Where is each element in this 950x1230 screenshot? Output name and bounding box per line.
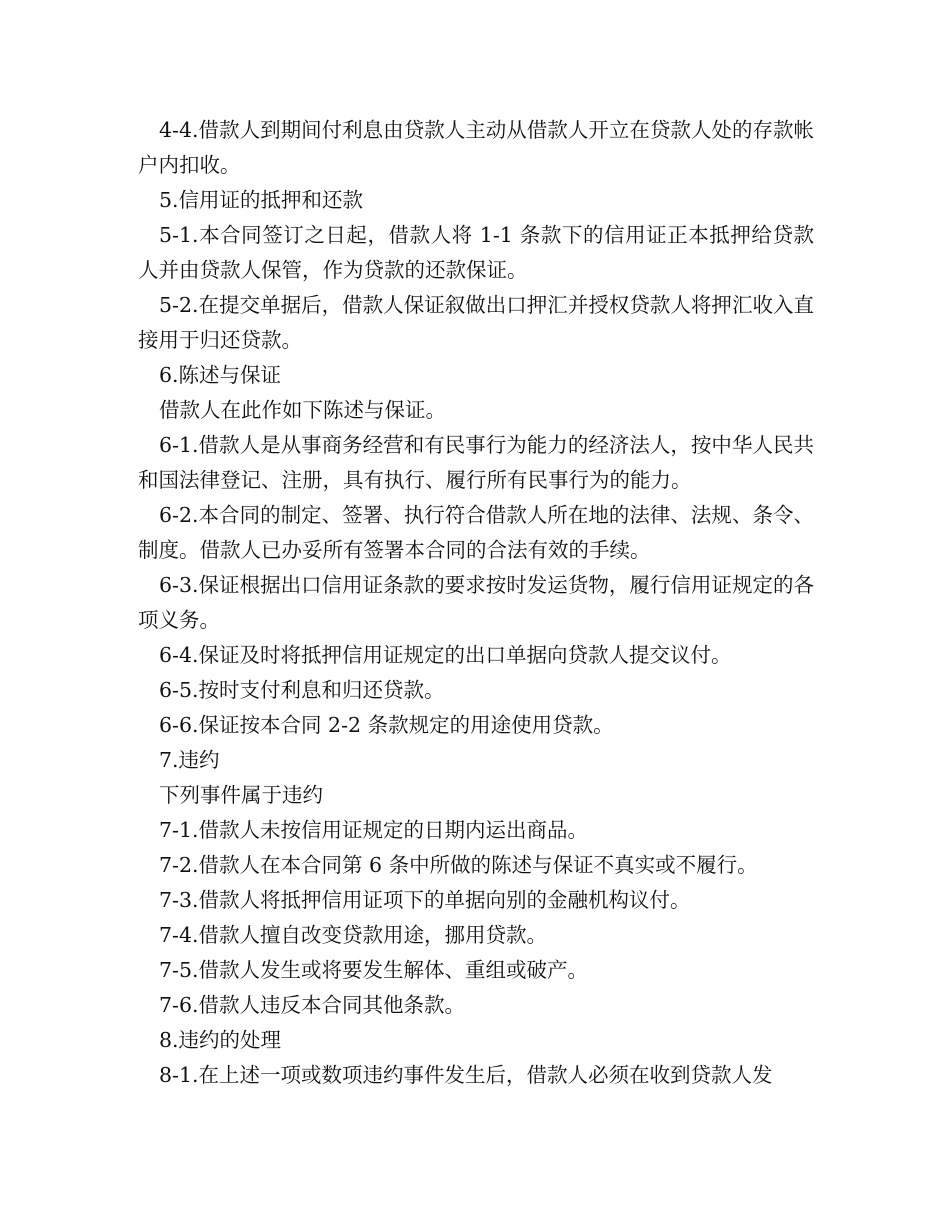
paragraph-5-2: 5-2.在提交单据后，借款人保证叙做出口押汇并授权贷款人将押汇收入直接用于归还贷款。 (138, 293, 814, 352)
paragraph-8-1: 8-1.在上述一项或数项违约事件发生后，借款人必须在收到贷款人发 (159, 1063, 773, 1087)
paragraph-6-4: 6-4.保证及时将抵押信用证规定的出口单据向贷款人提交议付。 (159, 643, 732, 667)
paragraph-6-intro: 借款人在此作如下陈述与保证。 (159, 398, 446, 422)
paragraph-7-intro: 下列事件属于违约 (159, 783, 323, 807)
paragraph-7-1: 7-1.借款人未按信用证规定的日期内运出商品。 (159, 818, 589, 842)
paragraph-7-3: 7-3.借款人将抵押信用证项下的单据向别的金融机构议付。 (159, 888, 691, 912)
paragraph-6-2: 6-2.本合同的制定、签署、执行符合借款人所在地的法律、法规、条令、制度。借款人已办妥所有签署本合同的合法有效的手续。 (138, 503, 814, 562)
paragraph-6-1: 6-1.借款人是从事商务经营和有民事行为能力的经济法人，按中华人民共和国法律登记、注册，具有执行、履行所有民事行为的能力。 (138, 433, 814, 492)
heading-section-8: 8.违约的处理 (159, 1028, 282, 1052)
heading-section-7: 7.违约 (159, 748, 220, 772)
paragraph-7-4: 7-4.借款人擅自改变贷款用途，挪用贷款。 (159, 923, 548, 947)
paragraph-6-3: 6-3.保证根据出口信用证条款的要求按时发运货物，履行信用证规定的各项义务。 (138, 573, 814, 632)
heading-section-5: 5.信用证的抵押和还款 (159, 188, 364, 212)
paragraph-6-6: 6-6.保证按本合同 2-2 条款规定的用途使用贷款。 (159, 713, 614, 737)
paragraph-7-6: 7-6.借款人违反本合同其他条款。 (159, 993, 466, 1017)
paragraph-4-4: 4-4.借款人到期间付利息由贷款人主动从借款人开立在贷款人处的存款帐户内扣收。 (138, 118, 814, 177)
paragraph-5-1: 5-1.本合同签订之日起，借款人将 1-1 条款下的信用证正本抵押给贷款人并由贷款人保管，作为贷款的还款保证。 (138, 223, 814, 282)
paragraph-6-5: 6-5.按时支付利息和归还贷款。 (159, 678, 445, 702)
document-body (138, 113, 814, 1093)
paragraph-7-2: 7-2.借款人在本合同第 6 条中所做的陈述与保证不真实或不履行。 (159, 853, 758, 877)
paragraph-7-5: 7-5.借款人发生或将要发生解体、重组或破产。 (159, 958, 589, 982)
heading-section-6: 6.陈述与保证 (159, 363, 282, 387)
